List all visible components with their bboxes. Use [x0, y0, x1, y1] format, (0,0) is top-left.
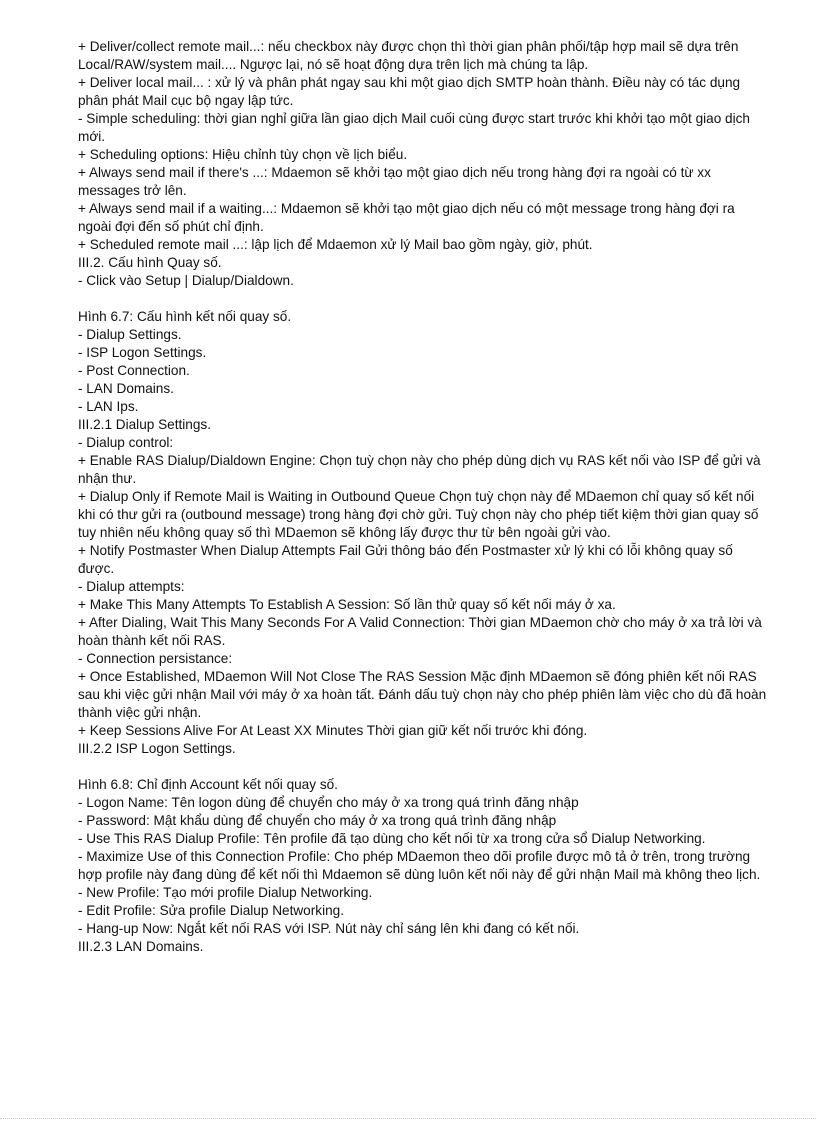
list-item: - ISP Logon Settings. — [78, 345, 207, 360]
document-body — [78, 38, 768, 956]
list-item: - Dialup Settings. — [78, 327, 182, 342]
paragraph: + Notify Postmaster When Dialup Attempts Fail Gửi thông báo đến Postmaster xử lý khi có lỗi không quay số được. — [78, 543, 733, 576]
paragraph: + Keep Sessions Alive For At Least XX Minutes Thời gian giữ kết nối trước khi đóng. — [78, 723, 588, 738]
paragraph: + Scheduled remote mail ...: lập lịch để Mdaemon xử lý Mail bao gồm ngày, giờ, phút. — [78, 237, 593, 252]
list-item: - LAN Domains. — [78, 381, 174, 396]
paragraph: + Once Established, MDaemon Will Not Close The RAS Session Mặc định MDaemon sẽ đóng phiên kết nối RAS sau khi việc gửi nhận Mail với máy ở xa hoàn tất. Đánh dấu tuỳ chọn này cho phép phiên làm việc cho dù đã hoàn thành việc gửi nhận. — [78, 669, 767, 720]
paragraph: - Click vào Setup | Dialup/Dialdown. — [78, 273, 294, 288]
section-heading: III.2.2 ISP Logon Settings. — [78, 741, 236, 756]
section-heading: III.2.3 LAN Domains. — [78, 939, 204, 954]
paragraph: - Dialup attempts: — [78, 579, 185, 594]
paragraph: + Enable RAS Dialup/Dialdown Engine: Chọn tuỳ chọn này cho phép dùng dịch vụ RAS kết nối vào ISP để gửi và nhận thư. — [78, 453, 761, 486]
paragraph: - Connection persistance: — [78, 651, 233, 666]
paragraph: - Edit Profile: Sửa profile Dialup Networking. — [78, 903, 344, 918]
blank-line — [78, 290, 768, 308]
page-bottom-divider — [0, 1118, 816, 1119]
paragraph: + Dialup Only if Remote Mail is Waiting in Outbound Queue Chọn tuỳ chọn này để MDaemon chỉ quay số kết nối khi có thư gửi ra (outbound message) trong hàng đợi chờ gửi. Tuỳ chọn này cho phép tiết kiệm thời gian quay số tuy nhiên nếu không quay số thì MDaemon sẽ không lấy được thư từ bên ngoài gửi vào. — [78, 489, 759, 540]
paragraph: + Deliver local mail... : xử lý và phân phát ngay sau khi một giao dịch SMTP hoàn thành. Điều này có tác dụng phân phát Mail cục bộ ngay lập tức. — [78, 75, 741, 108]
paragraph: - New Profile: Tạo mới profile Dialup Networking. — [78, 885, 373, 900]
paragraph: - Dialup control: — [78, 435, 174, 450]
paragraph: + Always send mail if a waiting...: Mdaemon sẽ khởi tạo một giao dịch nếu có một message trong hàng đợi ra ngoài đợi đến số phút chỉ định. — [78, 201, 735, 234]
figure-caption: Hình 6.7: Cấu hình kết nối quay số. — [78, 309, 292, 324]
section-heading: III.2. Cấu hình Quay số. — [78, 255, 222, 270]
paragraph: + Always send mail if there's ...: Mdaemon sẽ khởi tạo một giao dịch nếu trong hàng đợi ra ngoài có từ xx messages trở lên. — [78, 165, 711, 198]
paragraph: - Hang-up Now: Ngắt kết nối RAS với ISP. Nút này chỉ sáng lên khi đang có kết nối. — [78, 921, 580, 936]
blank-line — [78, 758, 768, 776]
paragraph: - Password: Mật khẩu dùng để chuyển cho máy ở xa trong quá trình đăng nhập — [78, 813, 557, 828]
paragraph: + Deliver/collect remote mail...: nếu checkbox này được chọn thì thời gian phân phối/tập hợp mail sẽ dựa trên Local/RAW/system mail.... Ngược lại, nó sẽ hoạt động dựa trên lịch mà chúng ta lập. — [78, 39, 739, 72]
figure-caption: Hình 6.8: Chỉ định Account kết nối quay số. — [78, 777, 338, 792]
section-heading: III.2.1 Dialup Settings. — [78, 417, 211, 432]
paragraph: + After Dialing, Wait This Many Seconds For A Valid Connection: Thời gian MDaemon chờ cho máy ở xa trả lời và hoàn thành kết nối RAS. — [78, 615, 762, 648]
list-item: - LAN Ips. — [78, 399, 139, 414]
paragraph: - Logon Name: Tên logon dùng để chuyển cho máy ở xa trong quá trình đăng nhập — [78, 795, 579, 810]
paragraph: - Maximize Use of this Connection Profile: Cho phép MDaemon theo dõi profile được mô tả ở trên, trong trường hợp profile này đang dùng để kết nối thì Mdaemon sẽ dùng luôn kết nối này để gửi nhận Mail mà không theo lịch. — [78, 849, 761, 882]
paragraph: - Use This RAS Dialup Profile: Tên profile đã tạo dùng cho kết nối từ xa trong cửa sổ Dialup Networking. — [78, 831, 706, 846]
paragraph: + Scheduling options: Hiệu chỉnh tùy chọn về lịch biểu. — [78, 147, 408, 162]
paragraph: - Simple scheduling: thời gian nghỉ giữa lần giao dịch Mail cuối cùng được start trước khi khởi tạo một giao dịch mới. — [78, 111, 750, 144]
list-item: - Post Connection. — [78, 363, 190, 378]
paragraph: + Make This Many Attempts To Establish A Session: Số lần thử quay số kết nối máy ở xa. — [78, 597, 616, 612]
